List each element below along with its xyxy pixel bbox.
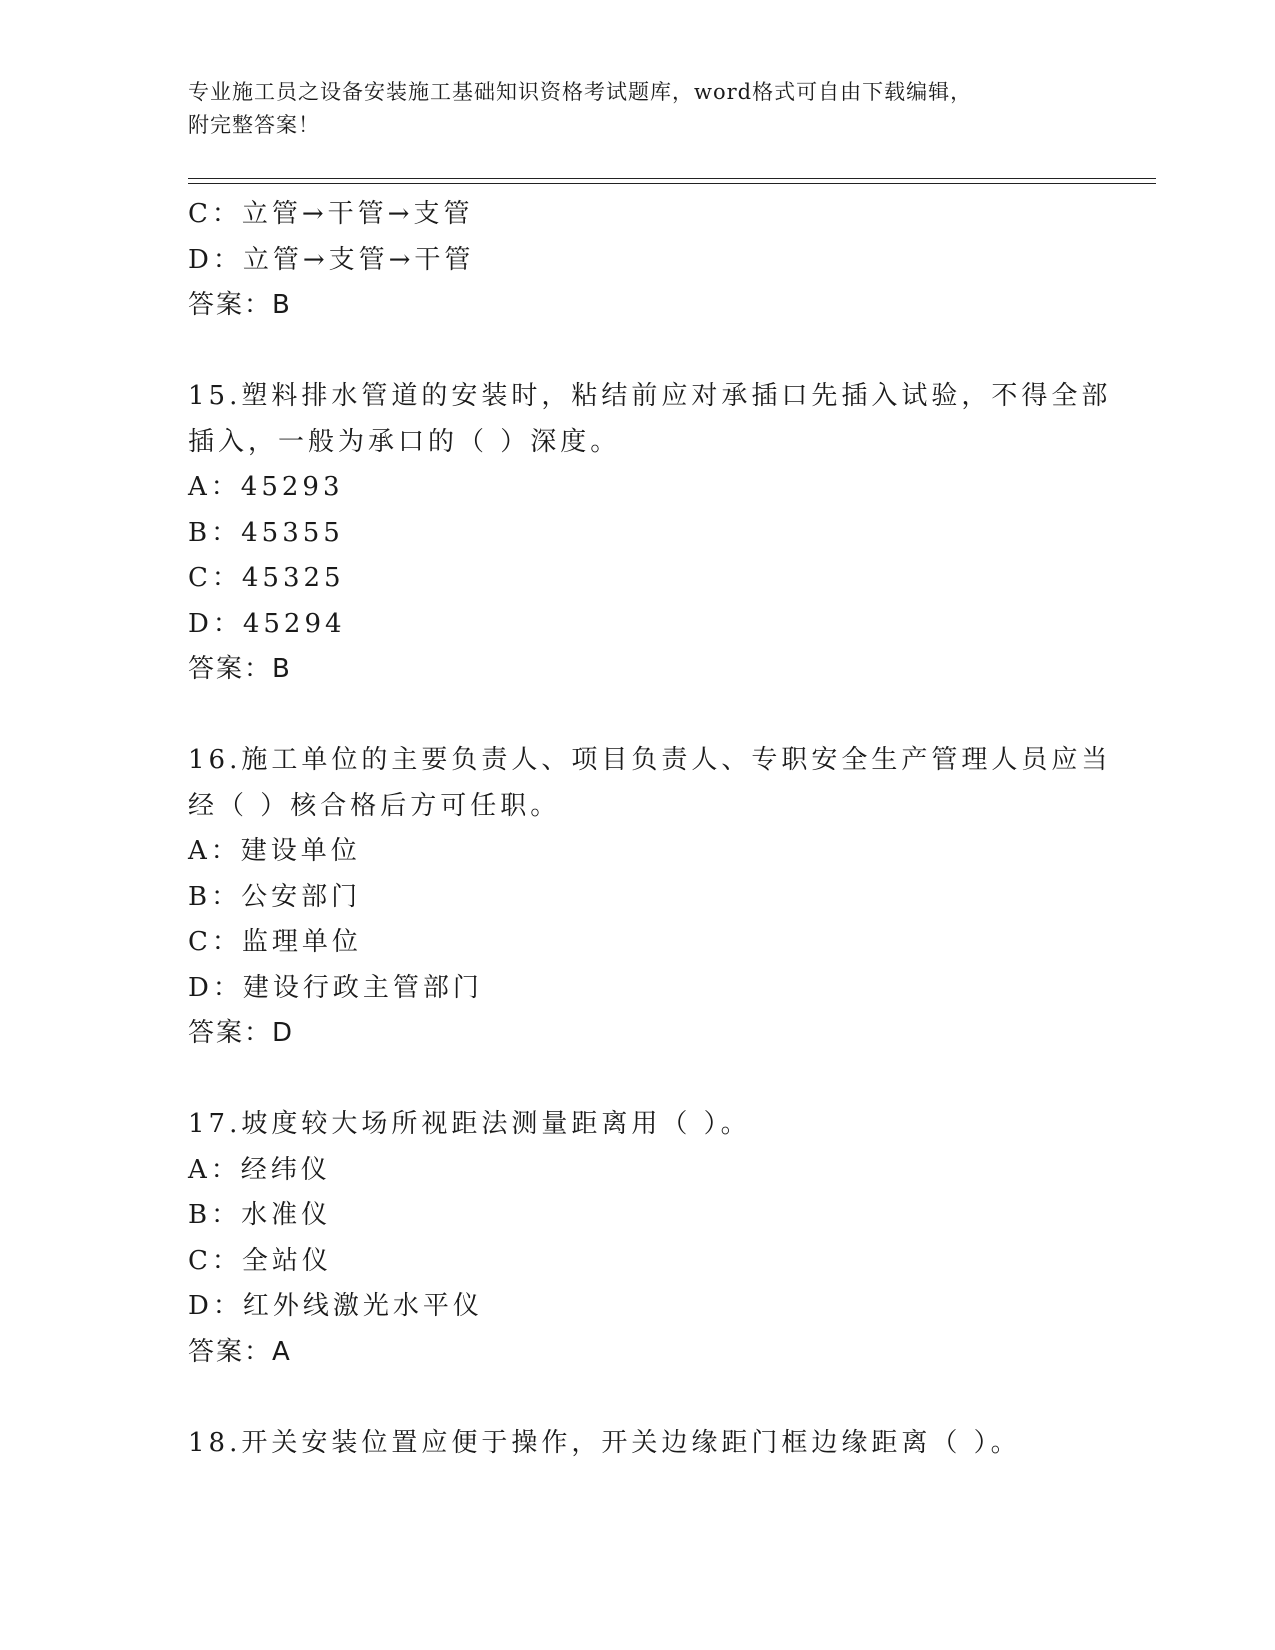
text-line: 15.塑料排水管道的安装时，粘结前应对承插口先插入试验，不得全部 <box>188 381 1112 411</box>
question-content <box>188 192 1112 1466</box>
text-line: C：全站仪 <box>188 1245 332 1276</box>
text-line: D：立管→支管→干管 <box>188 244 475 275</box>
question-spacer <box>188 1375 1088 1421</box>
question-spacer <box>188 1057 1088 1103</box>
text-line: B：水准仪 <box>188 1200 332 1230</box>
text-line: B：公安部门 <box>188 881 362 912</box>
text-line: C：45325 <box>188 563 345 593</box>
text-line: A：建设单位 <box>188 836 361 866</box>
text-line: D：红外线激光水平仪 <box>188 1291 483 1321</box>
answer-line: 答案：B <box>188 290 292 320</box>
text-line: 16.施工单位的主要负责人、项目负责人、专职安全生产管理人员应当 <box>188 745 1112 775</box>
header-divider-bottom <box>188 183 1156 184</box>
text-line: 插入，一般为承口的（ ）深度。 <box>188 426 621 457</box>
text-line: A：经纬仪 <box>188 1154 331 1185</box>
text-line: B：45355 <box>188 517 344 548</box>
text-line: C：监理单位 <box>188 927 362 957</box>
text-line: A：45293 <box>188 472 344 502</box>
text-line: 17.坡度较大场所视距法测量距离用（ ）。 <box>188 1109 751 1139</box>
text-line: 18.开关安装位置应便于操作，开关边缘距门框边缘距离（ ）。 <box>188 1427 1021 1458</box>
header-line-1: 专业施工员之设备安装施工基础知识资格考试题库，word格式可自由下载编辑， <box>188 80 973 104</box>
answer-line: 答案：A <box>188 1336 292 1367</box>
answer-line: 答案：D <box>188 1018 295 1048</box>
text-line: D：45294 <box>188 608 346 639</box>
text-line: C：立管→干管→支管 <box>188 199 474 229</box>
answer-line: 答案：B <box>188 654 292 684</box>
question-spacer <box>188 329 1088 375</box>
question-spacer <box>188 693 1088 739</box>
text-line: 经（ ）核合格后方可任职。 <box>188 790 561 821</box>
text-line: D：建设行政主管部门 <box>188 972 483 1003</box>
header-line-2: 附完整答案！ <box>188 113 320 137</box>
header-divider-top <box>188 178 1156 179</box>
document-header <box>188 76 1088 142</box>
